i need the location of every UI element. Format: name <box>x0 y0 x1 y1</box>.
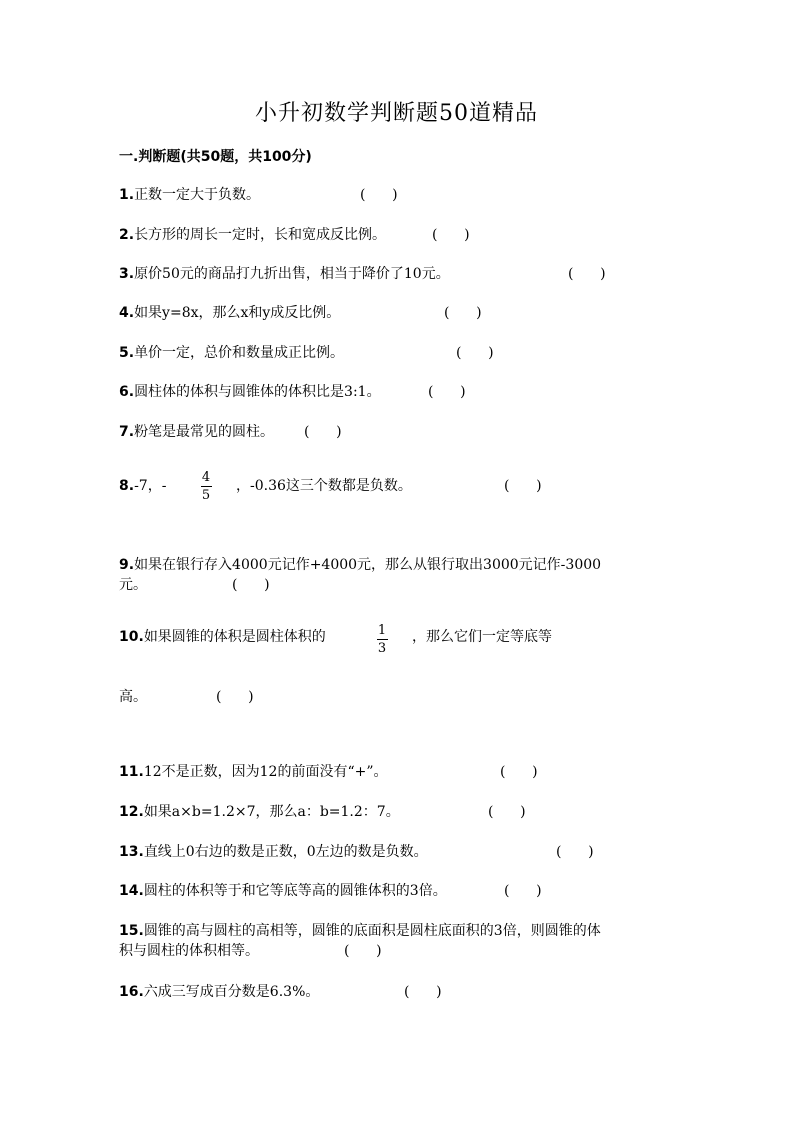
question-text: 如果在银行存入4000元记作+4000元，那么从银行取出3000元记作-3000 <box>134 557 602 573</box>
question-7 <box>119 421 274 443</box>
question-text: 如果y=8x，那么x和y成反比例。 <box>134 305 341 321</box>
section-heading: 一.判断题(共50题，共100分) <box>119 149 312 165</box>
answer-blank: ( ) <box>444 305 482 321</box>
question-number: 4. <box>119 305 135 321</box>
question-9 <box>119 554 601 576</box>
question-number: 2. <box>119 227 135 243</box>
answer-blank: ( ) <box>404 984 442 1000</box>
answer-blank: ( ) <box>344 943 382 959</box>
question-12 <box>119 801 400 823</box>
fraction-numerator: 1 <box>377 623 387 638</box>
question-text: 粉笔是最常见的圆柱。 <box>134 424 275 440</box>
question-text: 元。 <box>119 577 147 593</box>
question-number: 12. <box>119 804 144 820</box>
question-10-continued <box>412 626 552 648</box>
question-text: 六成三写成百分数是6.3%。 <box>143 984 320 1000</box>
question-10 <box>119 626 326 648</box>
question-text: -7，- <box>134 478 167 494</box>
question-9-line2 <box>119 574 147 596</box>
question-text: 长方形的周长一定时，长和宽成反比例。 <box>134 227 387 243</box>
question-number: 6. <box>119 384 135 400</box>
fraction-denominator: 5 <box>201 488 211 503</box>
question-number: 14. <box>119 883 144 899</box>
question-2 <box>119 224 386 246</box>
answer-blank: ( ) <box>568 266 606 282</box>
question-text: 高。 <box>119 689 147 705</box>
question-13 <box>119 841 428 863</box>
answer-blank: ( ) <box>504 883 542 899</box>
question-3 <box>119 263 450 285</box>
question-text: 原价50元的商品打九折出售，相当于降价了10元。 <box>134 266 450 282</box>
question-text: ，-0.36这三个数都是负数。 <box>236 478 412 494</box>
question-text: 圆锥的高与圆柱的高相等，圆锥的底面积是圆柱底面积的3倍，则圆锥的体 <box>143 923 601 939</box>
question-number: 13. <box>119 844 144 860</box>
answer-blank: ( ) <box>360 187 398 203</box>
answer-blank: ( ) <box>456 345 494 361</box>
answer-blank: ( ) <box>504 478 542 494</box>
answer-blank: ( ) <box>488 804 526 820</box>
question-text: 圆柱的体积等于和它等底等高的圆锥体积的3倍。 <box>143 883 447 899</box>
fraction-one-third <box>375 623 389 656</box>
question-number: 16. <box>119 984 144 1000</box>
question-4 <box>119 302 340 324</box>
page-title: 小升初数学判断题50道精品 <box>255 101 538 126</box>
question-number: 8. <box>119 478 135 494</box>
answer-blank: ( ) <box>232 577 270 593</box>
question-text: 正数一定大于负数。 <box>134 187 261 203</box>
fraction-bar <box>377 639 388 640</box>
answer-blank: ( ) <box>428 384 466 400</box>
answer-blank: ( ) <box>556 844 594 860</box>
question-text: 圆柱体的体积与圆锥体的体积比是3:1。 <box>134 384 381 400</box>
answer-blank: ( ) <box>432 227 470 243</box>
question-number: 11. <box>119 764 144 780</box>
question-number: 10. <box>119 629 144 645</box>
fraction-bar <box>201 486 212 487</box>
fraction-numerator: 4 <box>201 470 211 485</box>
answer-blank: ( ) <box>500 764 538 780</box>
question-number: 15. <box>119 923 144 939</box>
question-text: 单价一定，总价和数量成正比例。 <box>134 345 345 361</box>
question-number: 1. <box>119 187 135 203</box>
question-8-continued <box>236 475 412 497</box>
question-10-line2 <box>119 686 147 708</box>
question-text: ，那么它们一定等底等 <box>412 629 552 645</box>
question-11 <box>119 761 388 783</box>
question-text: 如果a×b=1.2×7，那么a：b=1.2：7。 <box>143 804 400 820</box>
question-text: 12不是正数，因为12的前面没有“+”。 <box>143 764 388 780</box>
question-15 <box>119 920 601 942</box>
question-14 <box>119 880 447 902</box>
question-6 <box>119 381 381 403</box>
fraction-denominator: 3 <box>377 641 387 656</box>
question-number: 9. <box>119 557 135 573</box>
question-text: 积与圆柱的体积相等。 <box>119 943 259 959</box>
question-number: 3. <box>119 266 135 282</box>
question-number: 7. <box>119 424 135 440</box>
question-1 <box>119 184 260 206</box>
question-16 <box>119 981 319 1003</box>
question-15-line2 <box>119 940 259 962</box>
question-5 <box>119 342 344 364</box>
answer-blank: ( ) <box>304 424 342 440</box>
answer-blank: ( ) <box>216 689 254 705</box>
question-8 <box>119 475 166 497</box>
question-number: 5. <box>119 345 135 361</box>
question-text: 直线上0右边的数是正数，0左边的数是负数。 <box>143 844 428 860</box>
question-text: 如果圆锥的体积是圆柱体积的 <box>143 629 326 645</box>
fraction-four-fifths <box>199 470 213 503</box>
